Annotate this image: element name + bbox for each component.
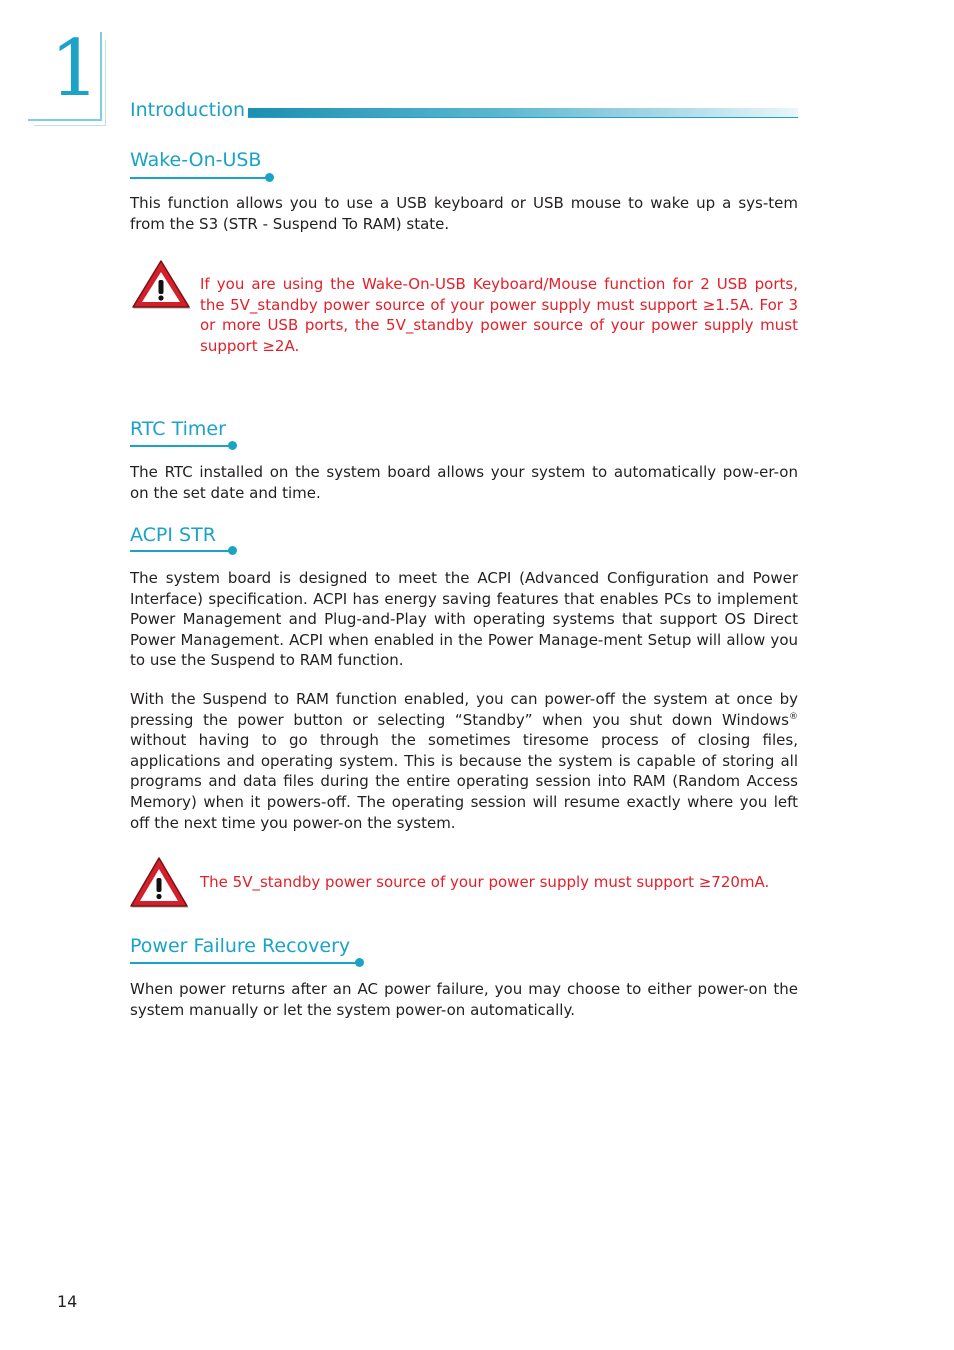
heading-underline-dot	[228, 441, 237, 450]
section-heading-acpi-str: ACPI STR	[130, 524, 216, 546]
heading-underline-dot	[265, 173, 274, 182]
chapter-bracket-vertical	[100, 32, 102, 120]
section-heading-rtc-timer: RTC Timer	[130, 418, 226, 440]
chapter-bracket-horizontal-shadow	[34, 125, 106, 126]
acpi-str-body-2-part-1: With the Suspend to RAM function enabled, you can power-off the system at once by pressing the power button or selecting “Standby” when you shut down Windows	[130, 690, 798, 729]
page-number: 14	[57, 1292, 78, 1311]
wake-on-usb-body: This function allows you to use a USB keyboard or USB mouse to wake up a sys-tem from the S3 (STR - Suspend To RAM) state.	[130, 194, 798, 233]
rtc-timer-body: The RTC installed on the system board allows your system to automatically pow-er-on on the set date and time.	[130, 463, 798, 502]
section-heading-wake-on-usb: Wake-On-USB	[130, 149, 262, 171]
heading-underline-dot	[228, 546, 237, 555]
chapter-title-bar-line	[248, 117, 798, 118]
heading-underline	[130, 177, 268, 179]
acpi-str-body-2-part-2: without having to go through the sometimes tiresome process of closing files, applications and operating system. This is because the system is capable of storing all programs and data files during the entire operating session into RAM (Random Access Memory) when it powers-off. The operating session will resume exactly where you left off the next time you power-on the system.	[130, 731, 798, 832]
power-failure-recovery-body: When power returns after an AC power failure, you may choose to either power-on the system manually or let the system power-on automatically.	[130, 980, 798, 1019]
chapter-bracket-vertical-shadow	[105, 40, 106, 126]
acpi-str-body-1: The system board is designed to meet the ACPI (Advanced Configuration and Power Interface) specification. ACPI has energy saving features that enables PCs to implement Power Management and Plug-and-Play with operating systems that support OS Direct Power Management. ACPI when enabled in the Power Manage-ment Setup will allow you to use the Suspend to RAM function.	[130, 569, 798, 670]
heading-underline	[130, 550, 232, 552]
warning-triangle-icon	[131, 260, 193, 312]
warning-triangle-icon	[129, 857, 191, 911]
registered-mark: ®	[789, 711, 798, 722]
acpi-str-body-2	[130, 689, 798, 833]
heading-underline	[130, 962, 358, 964]
wake-on-usb-warning: If you are using the Wake-On-USB Keyboard/Mouse function for 2 USB ports, the 5V_standby power source of your power supply must support ≥1.5A. For 3 or more USB ports, the 5V_standby power source of your power supply must support ≥2A.	[200, 275, 798, 355]
chapter-bracket-horizontal	[28, 119, 102, 121]
section-heading-power-failure-recovery: Power Failure Recovery	[130, 935, 351, 957]
chapter-title: Introduction	[130, 99, 246, 121]
heading-underline-dot	[355, 958, 364, 967]
chapter-number: 1	[50, 24, 100, 114]
heading-underline	[130, 445, 232, 447]
acpi-str-warning: The 5V_standby power source of your power supply must support ≥720mA.	[200, 873, 770, 891]
